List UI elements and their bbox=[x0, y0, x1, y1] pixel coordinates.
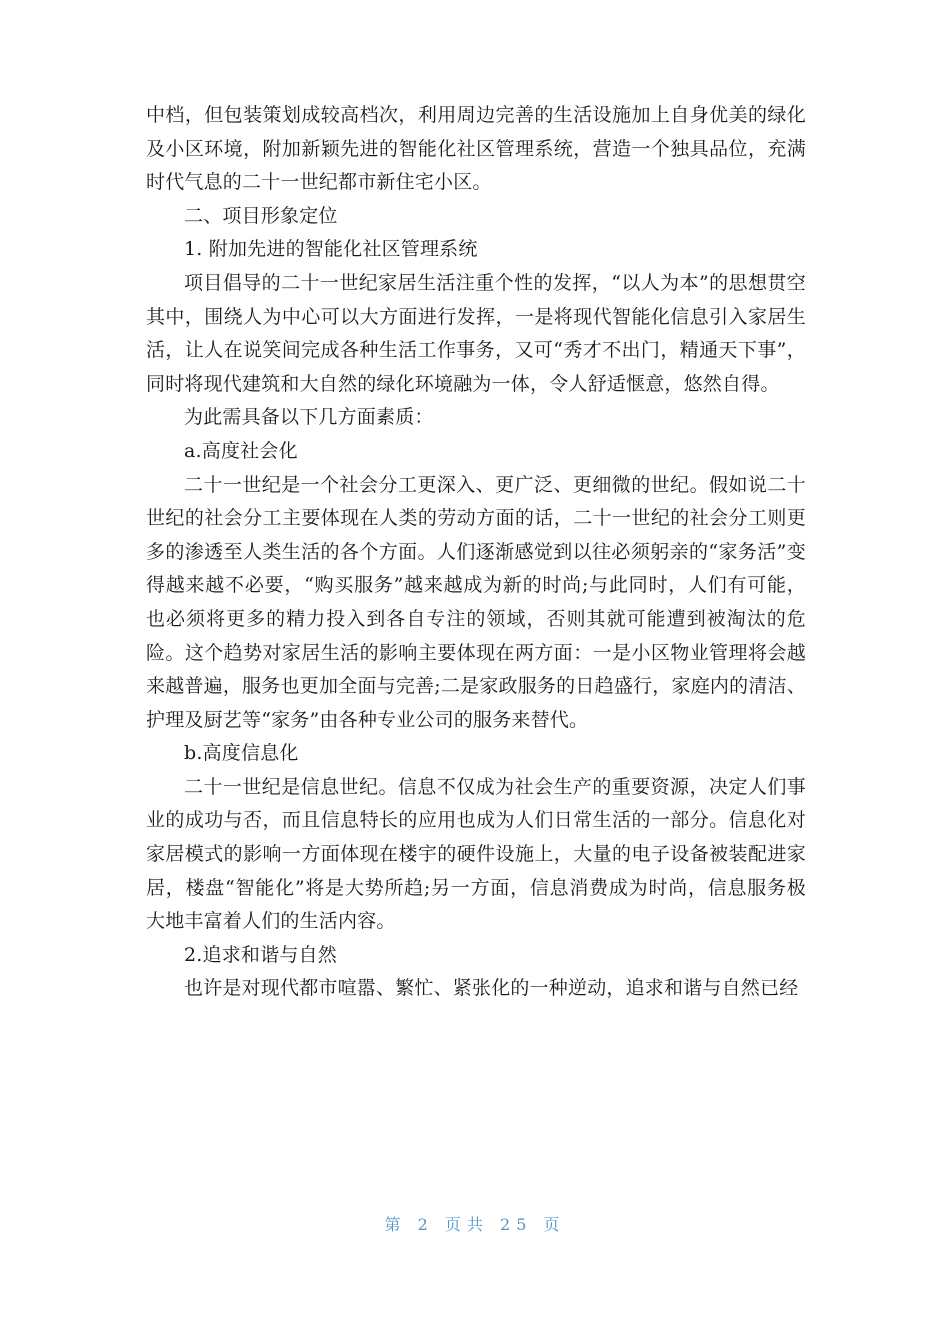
page-label-middle: 页共 bbox=[444, 1215, 489, 1234]
page-label-suffix: 页 bbox=[543, 1215, 566, 1234]
list-item-heading: b.高度信息化 bbox=[184, 742, 299, 765]
subsection-heading: 2.追求和谐与自然 bbox=[184, 943, 337, 966]
document-body bbox=[146, 99, 806, 1006]
paragraph: 中档，但包装策划成较高档次，利用周边完善的生活设施加上自身优美的绿化及小区环境，附加新颖先进的智能化社区管理系统，营造一个独具品位，充满时代气息的二十一世纪都市新住宅小区。 bbox=[146, 104, 806, 194]
current-page-number: 2 bbox=[417, 1215, 434, 1234]
paragraph: 也许是对现代都市喧嚣、繁忙、紧张化的一种逆动，追求和谐与自然已经 bbox=[184, 977, 799, 1000]
paragraph: 项目倡导的二十一世纪家居生活注重个性的发挥，“以人为本”的思想贯空其中，围绕人为中心可以大方面进行发挥，一是将现代智能化信息引入家居生活，让人在说笑间完成各种生活工作事务，又可“秀才不出门，精通天下事”，同时将现代建筑和大自然的绿化环境融为一体，令人舒适惬意，悠然自得。 bbox=[146, 271, 806, 395]
total-pages-number: 25 bbox=[500, 1215, 533, 1234]
paragraph: 二十一世纪是一个社会分工更深入、更广泛、更细微的世纪。假如说二十世纪的社会分工主要体现在人类的劳动方面的话，二十一世纪的社会分工则更多的渗透至人类生活的各个方面。人们逐渐感觉到以往必须躬亲的“家务活”变得越来越不必要，“购买服务”越来越成为新的时尚;与此同时，人们有可能，也必须将更多的精力投入到各自专注的领域，否则其就可能遭到被淘汰的危险。这个趋势对家居生活的影响主要体现在两方面：一是小区物业管理将会越来越普遍，服务也更加全面与完善;二是家政服务的日趋盛行，家庭内的清洁、护理及厨艺等“家务”由各种专业公司的服务来替代。 bbox=[146, 473, 806, 731]
subsection-heading: 1. 附加先进的智能化社区管理系统 bbox=[184, 238, 478, 261]
page-footer bbox=[0, 1212, 950, 1235]
list-item-heading: a.高度社会化 bbox=[184, 439, 298, 462]
paragraph: 二十一世纪是信息世纪。信息不仅成为社会生产的重要资源，决定人们事业的成功与否，而且信息特长的应用也成为人们日常生活的一部分。信息化对家居模式的影响一方面体现在楼宇的硬件设施上，大量的电子设备被装配进家居，楼盘“智能化”将是大势所趋;另一方面，信息消费成为时尚，信息服务极大地丰富着人们的生活内容。 bbox=[146, 775, 806, 933]
paragraph: 为此需具备以下几方面素质： bbox=[184, 406, 434, 429]
page-label-prefix: 第 bbox=[384, 1215, 407, 1234]
section-heading: 二、项目形象定位 bbox=[184, 204, 338, 227]
